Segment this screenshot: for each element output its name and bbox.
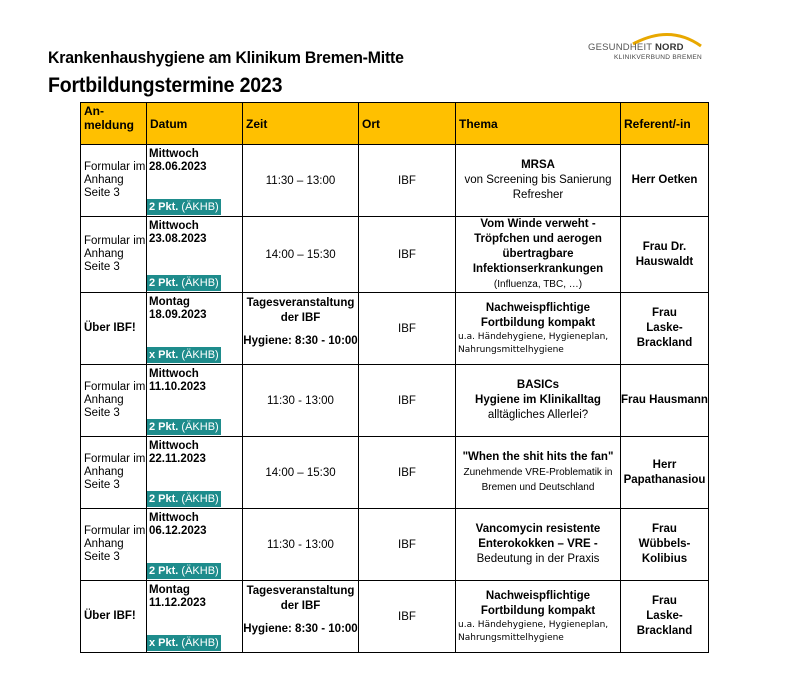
zeit-cell: 11:30 - 13:00 xyxy=(243,509,359,581)
zeit-cell: 11:30 - 13:00 xyxy=(243,365,359,437)
ort-cell: IBF xyxy=(359,581,456,653)
referent-cell: Herr Papathanasiou xyxy=(621,437,709,509)
document-subtitle: Fortbildungstermine 2023 xyxy=(48,74,283,97)
header-datum: Datum xyxy=(147,103,243,145)
datum-cell: Montag 18.09.2023 x Pkt. (ÄKHB) xyxy=(147,293,243,365)
points-badge: 2 Pkt. (ÄKHB) xyxy=(149,277,219,289)
ort-cell: IBF xyxy=(359,217,456,293)
thema-cell: Nachweispflichtige Fortbildung kompakt u.a. Händehygiene, Hygieneplan, Nahrungsmittelhygiene xyxy=(456,581,621,653)
table-row xyxy=(81,509,709,581)
logo-line1: GESUNDHEIT NORD xyxy=(588,42,684,53)
zeit-cell: 11:30 – 13:00 xyxy=(243,145,359,217)
thema-cell: Nachweispflichtige Fortbildung kompakt u.a. Händehygiene, Hygieneplan, Nahrungsmittelhygiene xyxy=(456,293,621,365)
table-row xyxy=(81,217,709,293)
anmeldung-cell: Formular im Anhang Seite 3 xyxy=(81,437,147,509)
header-thema: Thema xyxy=(456,103,621,145)
logo-line2: KLINIKVERBUND BREMEN xyxy=(614,54,702,61)
datum-cell: Montag 11.12.2023 x Pkt. (ÄKHB) xyxy=(147,581,243,653)
anmeldung-cell: Formular im Anhang Seite 3 xyxy=(81,509,147,581)
points-badge: 2 Pkt. (ÄKHB) xyxy=(149,201,219,213)
referent-cell: Frau Laske-Brackland xyxy=(621,293,709,365)
gesundheit-nord-logo xyxy=(585,30,705,74)
header-ort: Ort xyxy=(359,103,456,145)
ort-cell: IBF xyxy=(359,145,456,217)
header-referent: Referent/-in xyxy=(621,103,709,145)
zeit-cell: Tagesveranstaltung der IBF Hygiene: 8:30 - 10:00 xyxy=(243,293,359,365)
datum-cell: Mittwoch 11.10.2023 2 Pkt. (ÄKHB) xyxy=(147,365,243,437)
anmeldung-cell: Formular im Anhang Seite 3 xyxy=(81,145,147,217)
thema-cell: Vancomycin resistente Enterokokken – VRE - Bedeutung in der Praxis xyxy=(456,509,621,581)
thema-cell: "When the shit hits the fan" Zunehmende VRE-Problematik in Bremen und Deutschland xyxy=(456,437,621,509)
points-badge: 2 Pkt. (ÄKHB) xyxy=(149,493,219,505)
zeit-cell: 14:00 – 15:30 xyxy=(243,217,359,293)
referent-cell: Herr Oetken xyxy=(621,145,709,217)
anmeldung-cell: Über IBF! xyxy=(81,293,147,365)
points-badge: x Pkt. (ÄKHB) xyxy=(149,349,219,361)
datum-cell: Mittwoch 06.12.2023 2 Pkt. (ÄKHB) xyxy=(147,509,243,581)
points-badge: 2 Pkt. (ÄKHB) xyxy=(149,421,219,433)
points-badge: x Pkt. (ÄKHB) xyxy=(149,637,219,649)
datum-cell: Mittwoch 23.08.2023 2 Pkt. (ÄKHB) xyxy=(147,217,243,293)
header-anmeldung: An- meldung xyxy=(81,103,147,145)
datum-cell: Mittwoch 22.11.2023 2 Pkt. (ÄKHB) xyxy=(147,437,243,509)
thema-cell: Vom Winde verweht - Tröpfchen und aerogen übertragbare Infektionserkrankungen (Influenza, TBC, …) xyxy=(456,217,621,293)
table-row xyxy=(81,145,709,217)
anmeldung-cell: Formular im Anhang Seite 3 xyxy=(81,217,147,293)
thema-cell: BASICs Hygiene im Klinikalltag alltägliches Allerlei? xyxy=(456,365,621,437)
ort-cell: IBF xyxy=(359,293,456,365)
points-badge: 2 Pkt. (ÄKHB) xyxy=(149,565,219,577)
zeit-cell: 14:00 – 15:30 xyxy=(243,437,359,509)
schedule-table xyxy=(80,102,709,653)
table-row xyxy=(81,365,709,437)
datum-cell: Mittwoch 28.06.2023 2 Pkt. (ÄKHB) xyxy=(147,145,243,217)
ort-cell: IBF xyxy=(359,509,456,581)
referent-cell: Frau Hausmann xyxy=(621,365,709,437)
table-row xyxy=(81,437,709,509)
anmeldung-cell: Formular im Anhang Seite 3 xyxy=(81,365,147,437)
referent-cell: Frau Dr. Hauswaldt xyxy=(621,217,709,293)
table-row xyxy=(81,581,709,653)
anmeldung-cell: Über IBF! xyxy=(81,581,147,653)
referent-cell: Frau Laske-Brackland xyxy=(621,581,709,653)
referent-cell: Frau Wübbels-Kolibius xyxy=(621,509,709,581)
document-title: Krankenhaushygiene am Klinikum Bremen-Mitte xyxy=(48,48,404,67)
header-zeit: Zeit xyxy=(243,103,359,145)
ort-cell: IBF xyxy=(359,365,456,437)
zeit-cell: Tagesveranstaltung der IBF Hygiene: 8:30 - 10:00 xyxy=(243,581,359,653)
table-header-row xyxy=(81,103,709,145)
thema-cell: MRSA von Screening bis Sanierung Refresher xyxy=(456,145,621,217)
table-row xyxy=(81,293,709,365)
ort-cell: IBF xyxy=(359,437,456,509)
